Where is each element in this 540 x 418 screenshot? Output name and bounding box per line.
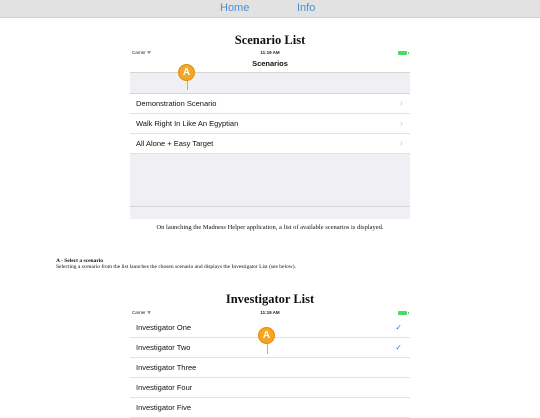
investigator-label: Investigator Two <box>136 343 191 352</box>
investigator-label: Investigator Five <box>136 403 192 412</box>
empty-list-area <box>130 154 410 206</box>
status-time: 11:19 AM <box>260 310 280 315</box>
callout-badge-a: A <box>179 65 194 80</box>
scenario-list-title: Scenario List <box>234 33 306 47</box>
carrier-label: Carrier ᯤ <box>132 310 152 315</box>
top-nav-bar <box>0 0 540 18</box>
chevron-right-icon: › <box>400 138 403 148</box>
scenario-row-all-alone[interactable] <box>130 134 410 154</box>
scenario-caption: On launching the Madness Helper application, a list of available scenarios is displayed. <box>156 224 384 231</box>
scenario-label: All Alone + Easy Target <box>136 139 214 148</box>
detail-heading: A - Select a scenario <box>56 258 104 264</box>
nav-home-link[interactable]: Home <box>220 2 250 14</box>
investigator-row-four[interactable] <box>130 378 410 398</box>
investigator-list-title: Investigator List <box>225 292 315 306</box>
toolbar-band <box>130 206 410 219</box>
investigator-phone-screenshot <box>130 308 410 418</box>
callout-pointer-line <box>187 80 189 90</box>
chevron-right-icon: › <box>400 118 403 128</box>
callout-pointer-line <box>267 342 269 354</box>
battery-icon <box>398 51 407 55</box>
checkmark-icon: ✓ <box>395 323 402 332</box>
scenario-row-demonstration[interactable] <box>130 94 410 114</box>
chevron-right-icon: › <box>400 98 403 108</box>
investigator-label: Investigator Three <box>136 363 197 372</box>
investigator-row-five[interactable] <box>130 398 410 418</box>
checkmark-icon: ✓ <box>395 343 402 352</box>
investigator-label: Investigator Four <box>136 383 193 392</box>
list-header-band <box>130 73 410 94</box>
detail-text: Selecting a scenario from the list launches the chosen scenario and displays the Investigator List (see below). <box>56 264 296 270</box>
scenario-phone-screenshot <box>130 48 410 219</box>
nav-info-link[interactable]: Info <box>297 2 316 14</box>
scenario-row-egyptian[interactable] <box>130 114 410 134</box>
callout-badge-a: A <box>259 328 274 343</box>
investigator-label: Investigator One <box>136 323 192 332</box>
carrier-label: Carrier ᯤ <box>132 50 152 55</box>
scenarios-nav-title: Scenarios <box>130 58 410 73</box>
scenario-label: Demonstration Scenario <box>136 99 217 108</box>
battery-icon <box>398 311 407 315</box>
status-bar <box>130 48 410 58</box>
status-bar <box>130 308 410 318</box>
investigator-row-three[interactable] <box>130 358 410 378</box>
status-time: 11:19 AM <box>260 50 280 55</box>
scenario-label: Walk Right In Like An Egyptian <box>136 119 239 128</box>
